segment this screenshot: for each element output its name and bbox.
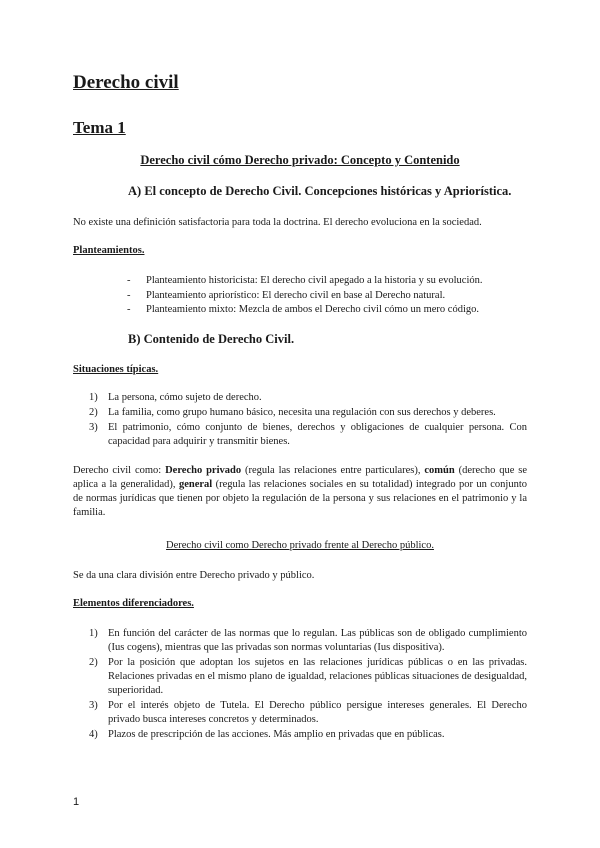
list-text: El patrimonio, cómo conjunto de bienes, derechos y obligaciones de cualquier persona. Con capacidad para adquirir y transmitir bienes. — [108, 422, 527, 447]
list-item — [89, 699, 527, 727]
definition-text: (derecho que se aplica a la generalidad), — [73, 465, 527, 490]
situaciones-list — [89, 391, 527, 450]
subtitle-2: Derecho civil como Derecho privado frente al Derecho público. — [166, 540, 434, 551]
division-paragraph: Se da una clara división entre Derecho privado y público. — [73, 570, 315, 581]
list-item: - Planteamiento apriorístico: El derecho civil en base al Derecho natural. — [127, 289, 527, 304]
list-number: 3) — [89, 700, 98, 711]
list-text: La familia, como grupo humano básico, necesita una regulación con sus derechos y deberes. — [108, 407, 496, 418]
topic-heading: Tema 1 — [73, 118, 126, 137]
list-text: Por el interés objeto de Tutela. El Derecho público persigue intereses generales. El Derecho privado busca intereses concretos y determinados. — [108, 700, 527, 725]
list-item — [89, 406, 527, 420]
planteamientos-heading: Planteamientos. — [73, 245, 145, 256]
list-item — [89, 728, 527, 742]
section-b-heading: B) Contenido de Derecho Civil. — [128, 332, 295, 346]
definition-term: común — [424, 465, 455, 476]
list-number: 2) — [89, 407, 98, 418]
list-item: - Planteamiento mixto: Mezcla de ambos el Derecho civil cómo un mero código. — [127, 303, 527, 318]
definition-text: Derecho civil como: — [73, 465, 166, 476]
list-text: En función del carácter de las normas que lo regulan. Las públicas son de obligado cumplimiento (Ius cogens), mientras que las privadas son normas voluntarias (Ius dispositiva). — [108, 628, 527, 653]
elementos-heading: Elementos diferenciadores. — [73, 598, 194, 609]
page-number: 1 — [73, 796, 80, 808]
list-number: 4) — [89, 729, 98, 740]
definition-term: Derecho privado — [165, 465, 242, 476]
list-text: Plazos de prescripción de las acciones. Más amplio en privadas que en públicas. — [108, 729, 445, 740]
section-a-heading: A) El concepto de Derecho Civil. Concepciones históricas y Apriorística. — [128, 184, 512, 198]
list-item — [89, 421, 527, 449]
list-number: 1) — [89, 628, 98, 639]
definition-paragraph — [73, 464, 527, 520]
list-item: - Planteamiento historicista: El derecho civil apegado a la historia y su evolución. — [127, 274, 527, 289]
definition-text: (regula las relaciones sociales en su totalidad) integrado por un conjunto de normas jurídicas que tienen por objeto la regulación de la persona y sus relaciones en el patrimonio y la familia. — [73, 479, 527, 518]
list-number: 2) — [89, 657, 98, 668]
list-text: La persona, cómo sujeto de derecho. — [108, 392, 262, 403]
definition-text: (regula las relaciones entre particulares), — [241, 465, 425, 476]
intro-paragraph: No existe una definición satisfactoria para toda la doctrina. El derecho evoluciona en la sociedad. — [73, 217, 482, 228]
list-number: 1) — [89, 392, 98, 403]
elementos-list — [89, 627, 527, 743]
definition-term: general — [178, 479, 213, 490]
list-item — [89, 627, 527, 655]
planteamientos-list — [127, 274, 527, 318]
list-item — [89, 656, 527, 698]
document-title: Derecho civil — [73, 72, 179, 93]
list-item — [89, 391, 527, 405]
list-number: 3) — [89, 422, 98, 433]
list-text: Por la posición que adoptan los sujetos en las relaciones jurídicas públicas o en las privadas. Relaciones privadas en el mismo plano de igualdad, relaciones públicas situaciones de desigualdad, superioridad. — [108, 657, 527, 696]
situaciones-heading: Situaciones típicas. — [73, 364, 159, 375]
subtitle: Derecho civil cómo Derecho privado: Concepto y Contenido — [140, 153, 460, 167]
